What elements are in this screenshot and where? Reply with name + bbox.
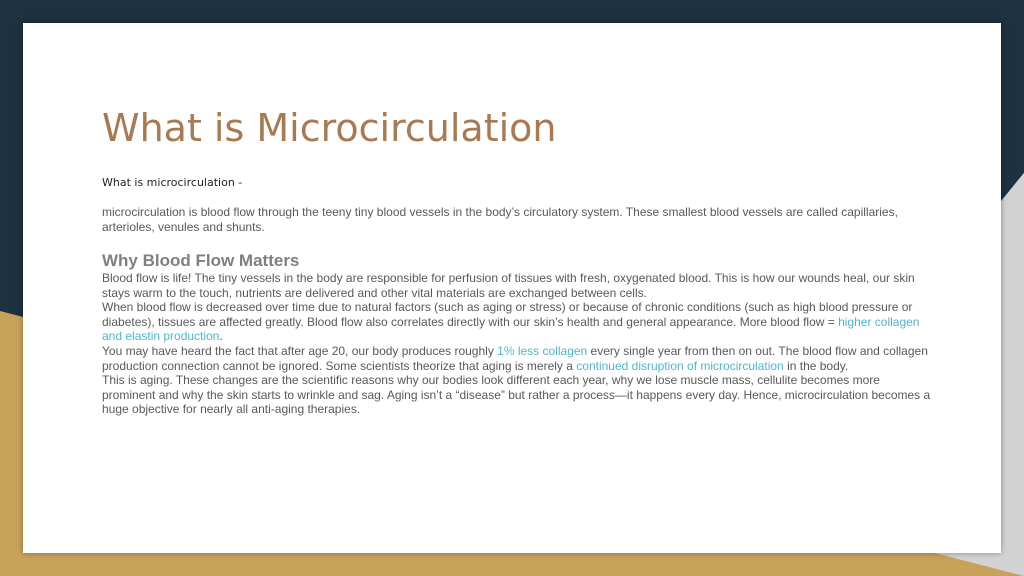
slide-subtitle: What is microcirculation - — [102, 176, 243, 189]
paragraph-text: You may have heard the fact that after age 20, our body produces roughly — [102, 343, 498, 358]
intro-paragraph: microcirculation is blood flow through the teeny tiny blood vessels in the body’s circulatory system. These smallest blood vessels are called capillaries, arterioles, venules and shunts. — [102, 205, 898, 234]
paragraph-this-is-aging: This is aging. These changes are the scientific reasons why our bodies look different each year, why we lose muscle mass, cellulite becomes more prominent and why the skin starts to wrinkle and sag. Aging isn’t a “disease” but rather a process—it happens every day. Hence, microcirculation becomes a huge objective for nearly all anti-aging therapies. — [102, 373, 931, 417]
collagen-elastin-link[interactable]: higher collagen and elastin production — [102, 314, 920, 344]
section-heading: Why Blood Flow Matters — [102, 251, 300, 270]
slide-content — [102, 106, 932, 417]
paragraph-text: in the body. — [783, 358, 849, 373]
paragraph-text: When blood flow is decreased over time due to natural factors (such as aging or stress) or because of chronic conditions (such as high blood pressure or diabetes), tissues are affected greatly. Blood flow also correlates directly with our skin’s health and general appearance. More blood flow = — [102, 300, 913, 329]
microcirculation-disruption-link[interactable]: continued disruption of microcirculation — [576, 358, 784, 373]
paragraph-collagen-production — [102, 344, 932, 373]
paragraph-text: . — [219, 329, 223, 344]
slide-canvas — [23, 23, 1001, 553]
slide-title: What is Microcirculation — [102, 106, 557, 150]
paragraph-decreased-blood-flow — [102, 300, 932, 344]
paragraph-blood-flow-life: Blood flow is life! The tiny vessels in the body are responsible for perfusion of tissues with fresh, oxygenated blood. This is how our wounds heal, our skin stays warm to the touch, nutrients are delivered and other vital materials are exchanged between cells. — [102, 271, 915, 300]
less-collagen-link[interactable]: 1% less collagen — [497, 343, 588, 358]
paragraph-text: every single year from then on out. The blood flow and collagen production connection cannot be ignored. Some scientists theorize that aging is merely a — [102, 343, 928, 373]
